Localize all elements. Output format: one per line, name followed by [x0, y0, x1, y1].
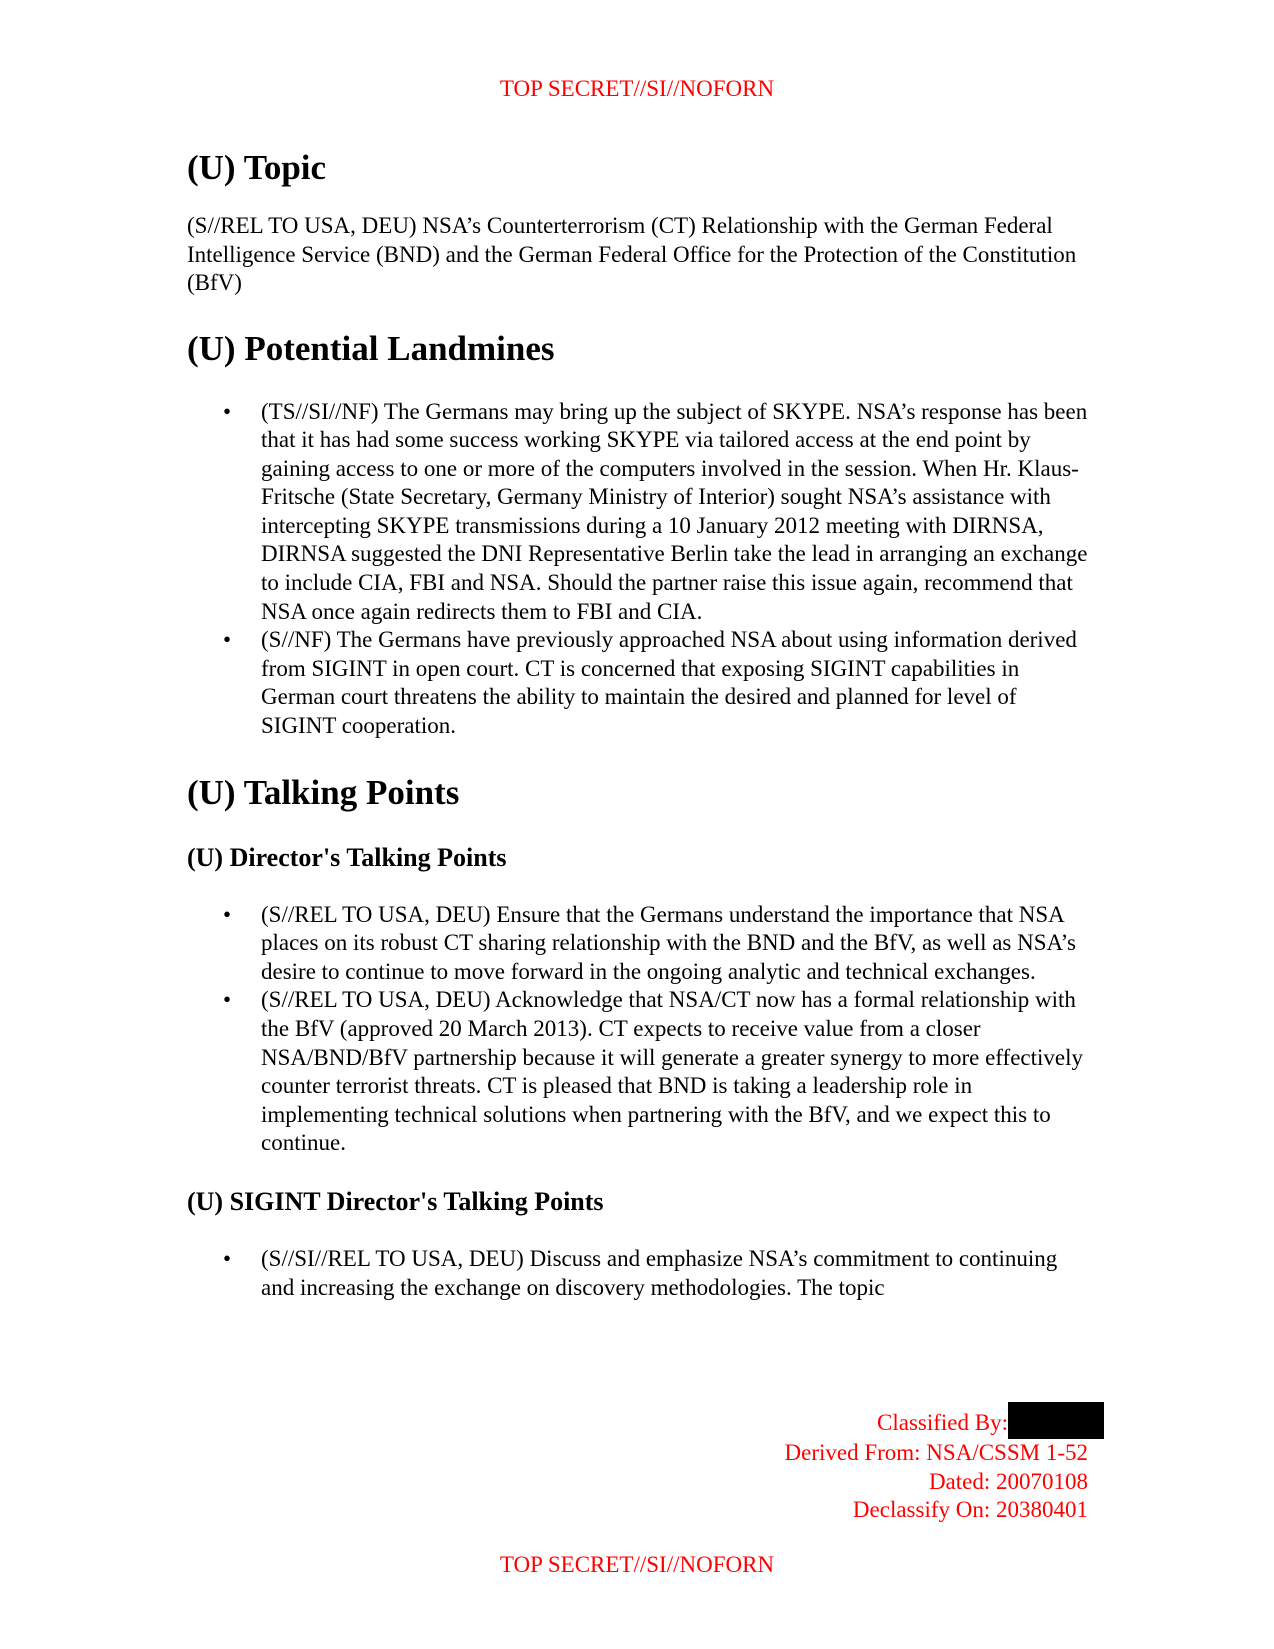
sigint-director-talking-points-heading: (U) SIGINT Director's Talking Points	[187, 1186, 604, 1216]
list-item: • (S//REL TO USA, DEU) Acknowledge that NSA/CT now has a formal relationship with the BfV (approved 20 March 2013). CT expects to receive value from a closer NSA/BND/BfV partnership because it will generate a greater synergy to more effectively counter terrorist threats. CT is pleased that BND is taking a leadership role in implementing technical solutions when partnering with the BfV, and we expect this to continue.	[261, 986, 1092, 1158]
classified-by-line	[785, 1402, 1089, 1439]
classification-authority-block	[785, 1402, 1089, 1525]
landmines-heading: (U) Potential Landmines	[187, 328, 555, 368]
talking-points-heading: (U) Talking Points	[187, 772, 460, 812]
topic-text: (S//REL TO USA, DEU) NSA’s Counterterrorism (CT) Relationship with the German Federal Intelligence Service (BND) and the German Federal Office for the Protection of the Constitution (BfV)	[187, 213, 1077, 295]
derived-from-line: Derived From: NSA/CSSM 1-52	[784, 1440, 1088, 1465]
dated-line: Dated: 20070108	[928, 1468, 1088, 1494]
list-item: • (S//SI//REL TO USA, DEU) Discuss and emphasize NSA’s commitment to continuing and increasing the exchange on discovery methodologies. The topic	[261, 1245, 1092, 1302]
topic-heading: (U) Topic	[187, 148, 327, 187]
director-talking-points-list	[187, 901, 1092, 1158]
redaction-box	[1008, 1402, 1104, 1439]
list-item: • (TS//SI//NF) The Germans may bring up the subject of SKYPE. NSA’s response has been that it has had some success working SKYPE via tailored access at the end point by gaining access to one or more of the computers involved in the session. When Hr. Klaus-Fritsche (State Secretary, Germany Ministry of Interior) sought NSA’s assistance with intercepting SKYPE transmissions during a 10 January 2012 meeting with DIRNSA, DIRNSA suggested the DNI Representative Berlin take the lead in arranging an exchange to include CIA, FBI and NSA. Should the partner raise this issue again, recommend that NSA once again redirects them to FBI and CIA.	[261, 398, 1092, 627]
sigint-director-talking-points-list	[187, 1245, 1092, 1302]
landmines-list	[187, 398, 1092, 741]
director-talking-points-heading: (U) Director's Talking Points	[187, 842, 507, 872]
declassify-on-line: Declassify On: 20380401	[852, 1497, 1088, 1522]
classified-by-label: Classified By:	[877, 1410, 1008, 1435]
list-item: • (S//REL TO USA, DEU) Ensure that the Germans understand the importance that NSA places on its robust CT sharing relationship with the BND and the BfV, as well as NSA’s desire to continue to move forward in the ongoing analytic and technical exchanges.	[261, 901, 1092, 987]
document-body	[187, 147, 1092, 1302]
bottom-classification-banner: TOP SECRET//SI//NOFORN	[499, 1552, 775, 1577]
top-classification-banner: TOP SECRET//SI//NOFORN	[499, 76, 775, 101]
list-item: • (S//NF) The Germans have previously approached NSA about using information derived from SIGINT in open court. CT is concerned that exposing SIGINT capabilities in German court threatens the ability to maintain the desired and planned for level of SIGINT cooperation.	[261, 626, 1092, 740]
